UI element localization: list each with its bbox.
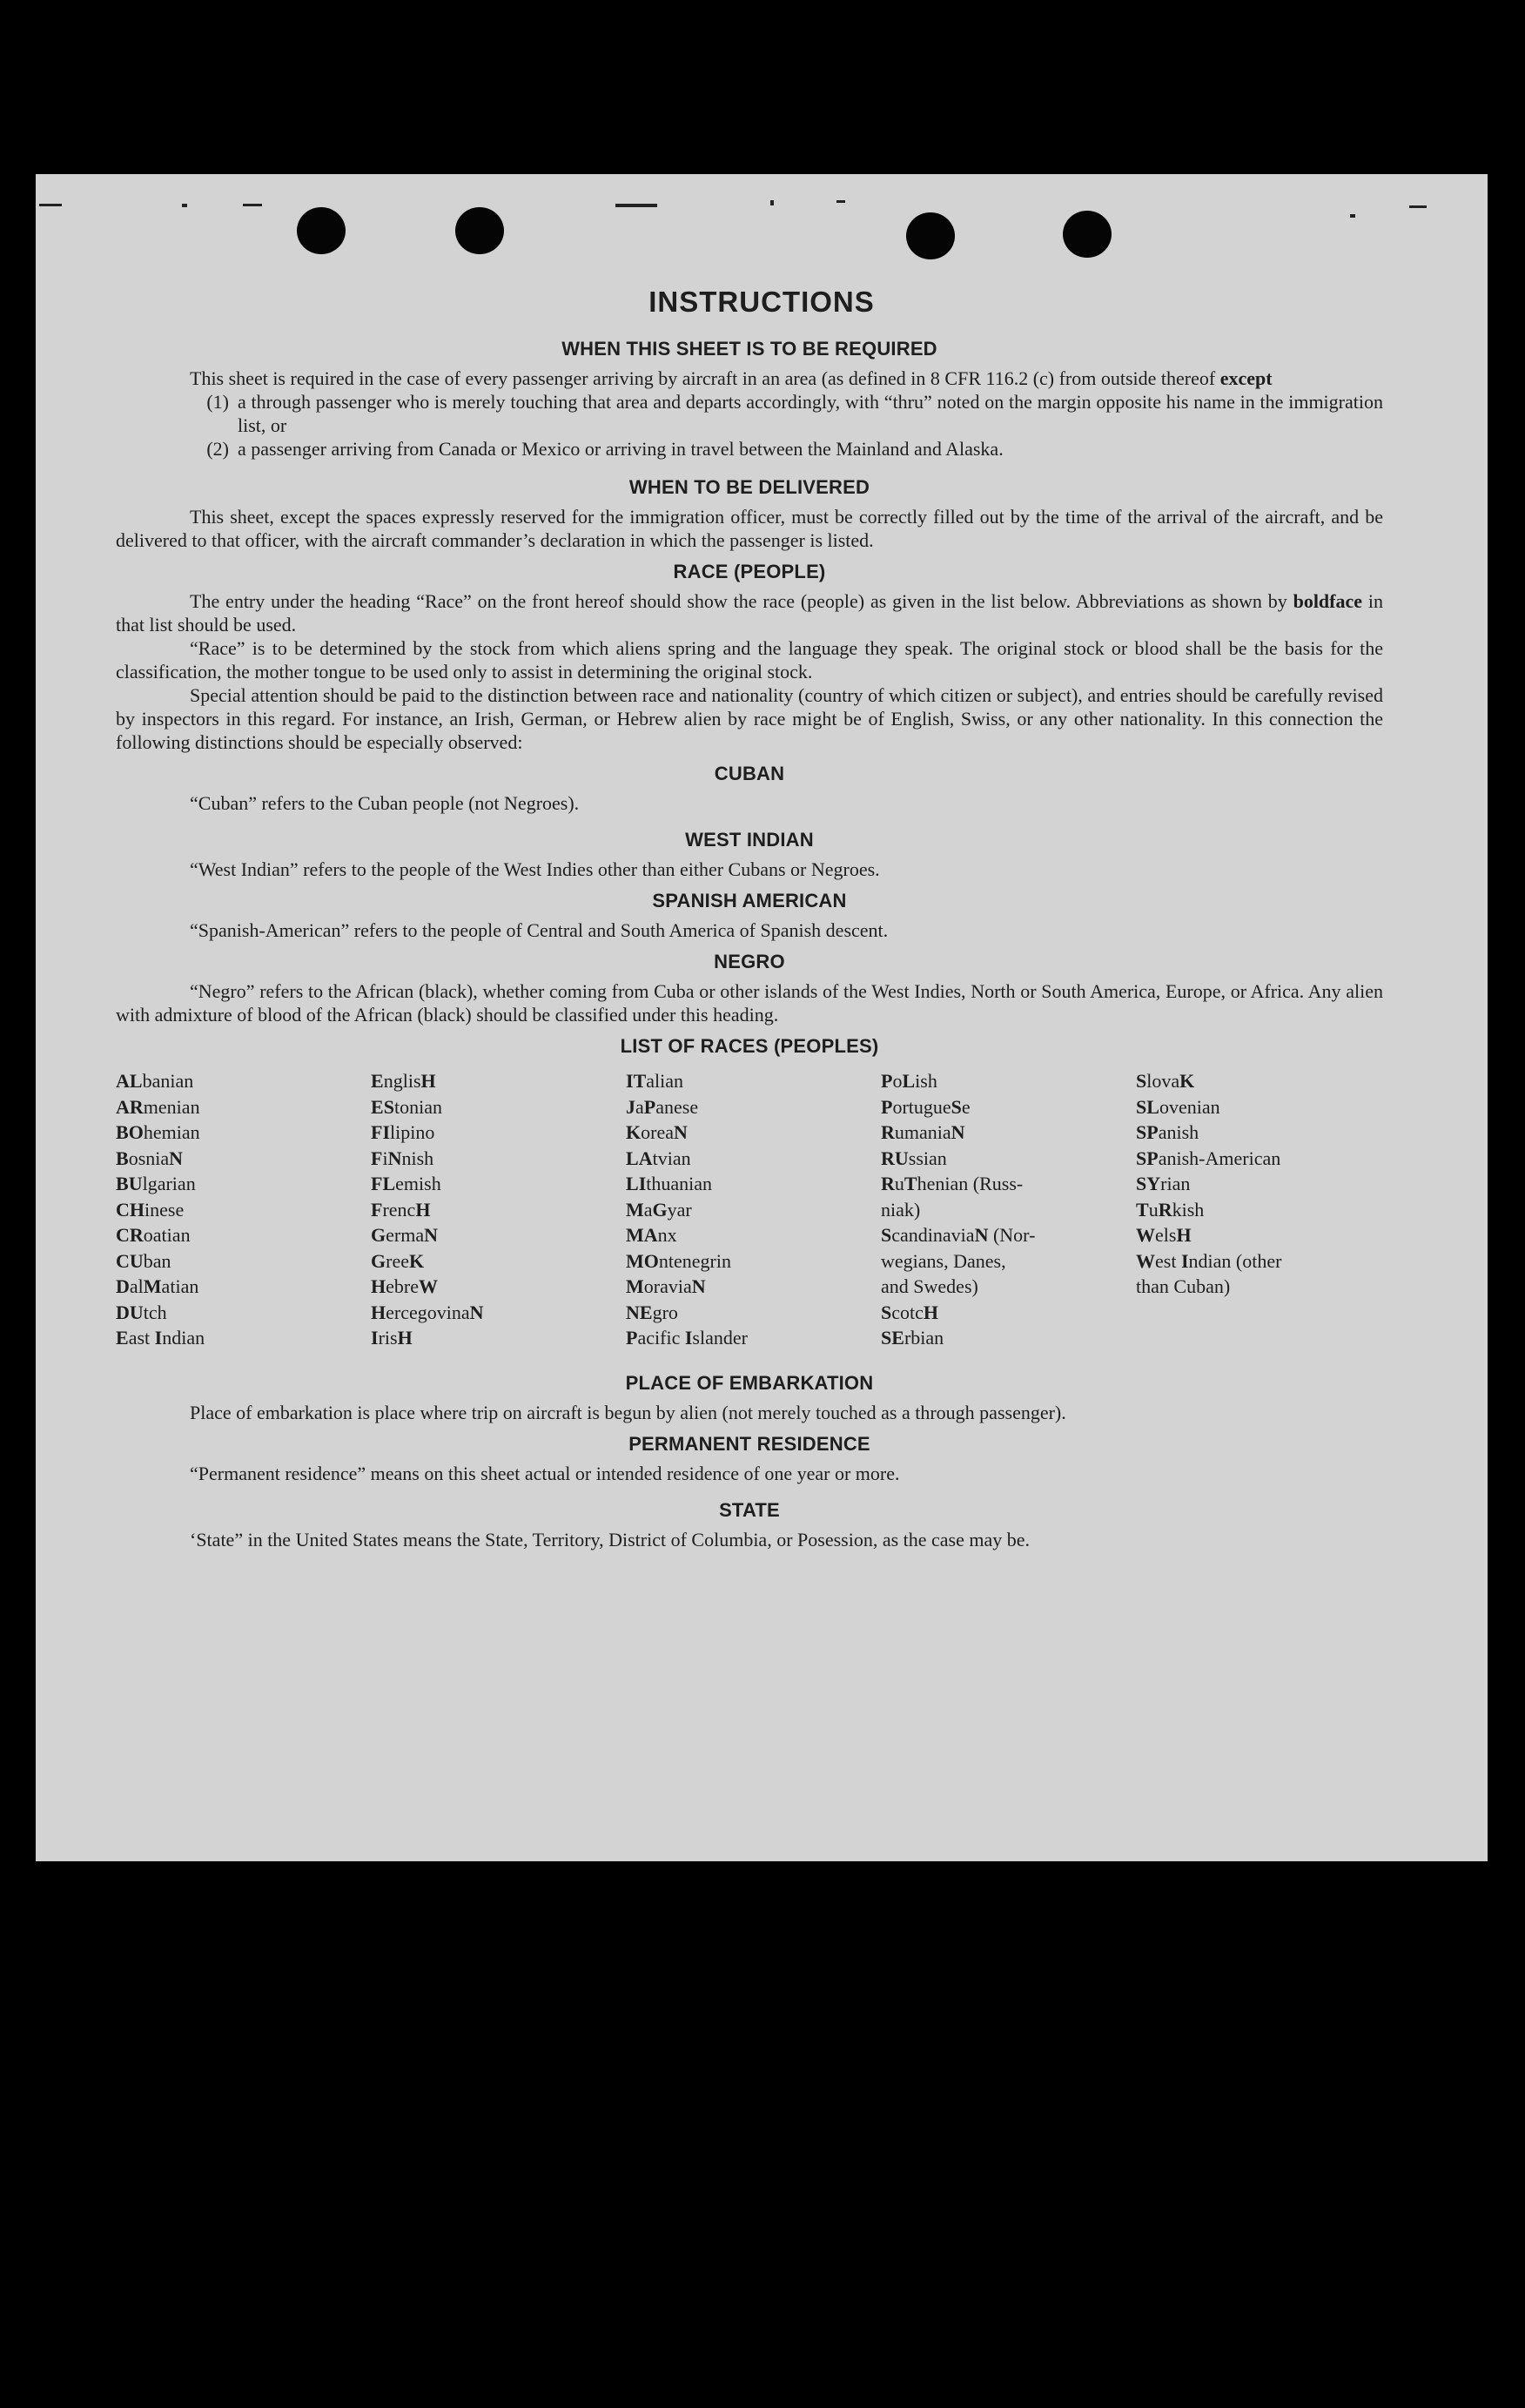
race-entry: MOntenegrin xyxy=(626,1249,731,1272)
negro-text: “Negro” refers to the African (black), whether coming from Cuba or other islands of the West Indies, North or South America, Europe, or Africa. Any alien with admixture of blood of the African (black) should be classified under this heading. xyxy=(116,980,1383,1026)
section-heading-cuban: CUBAN xyxy=(714,763,785,784)
section-heading-negro: NEGRO xyxy=(714,951,785,972)
race-entry: CUban xyxy=(116,1249,171,1272)
section-heading-west-indian: WEST INDIAN xyxy=(685,829,814,851)
race-entry: LAtvian xyxy=(626,1147,691,1169)
spanish-american-text: “Spanish-American” refers to the people of Central and South America of Spanish descent. xyxy=(190,919,889,941)
race-entry: SLovenian xyxy=(1136,1095,1220,1118)
section-heading-residence: PERMANENT RESIDENCE xyxy=(628,1432,870,1455)
race-entry: MAnx xyxy=(626,1224,677,1246)
scan-speck xyxy=(243,204,262,206)
race-entry: RumaniaN xyxy=(881,1121,965,1143)
state-text: ‘State” in the United States means the State, Territory, District of Columbia, or Posession, as the case may be. xyxy=(190,1528,1031,1550)
embarkation-text: Place of embarkation is place where trip on aircraft is begun by alien (not merely touched as a through passenger). xyxy=(190,1401,1066,1423)
race-entry: KoreaN xyxy=(626,1121,688,1143)
race-column xyxy=(626,1068,881,1351)
section-heading-required: WHEN THIS SHEET IS TO BE REQUIRED xyxy=(561,338,937,360)
cuban-text: “Cuban” refers to the Cuban people (not Negroes). xyxy=(190,792,580,814)
punch-hole xyxy=(455,207,504,254)
race-entry: SErbian xyxy=(881,1327,944,1349)
race-entry: DalMatian xyxy=(116,1275,199,1297)
race-entry: EStonian xyxy=(371,1095,442,1118)
race-entry: BosniaN xyxy=(116,1147,184,1169)
race-entry: than Cuban) xyxy=(1136,1275,1231,1297)
race-entry: West Indian (other xyxy=(1136,1249,1282,1272)
race-entry: PoLish xyxy=(881,1070,937,1092)
race-entry: BOhemian xyxy=(116,1121,200,1143)
scan-speck xyxy=(615,204,657,207)
section-heading-list-of-races: LIST OF RACES (PEOPLES) xyxy=(620,1035,879,1057)
race-entry: RuThenian (Russ- xyxy=(881,1173,1024,1194)
race-entry: ITalian xyxy=(626,1070,684,1092)
race-entry: GreeK xyxy=(371,1249,425,1272)
race-entry: RUssian xyxy=(881,1147,947,1169)
race-entry: PortugueSe xyxy=(881,1095,971,1118)
race-entry: BUlgarian xyxy=(116,1173,196,1194)
west-indian-text: “West Indian” refers to the people of the West Indies other than either Cubans or Negroes. xyxy=(190,858,880,880)
punch-hole xyxy=(1063,211,1112,258)
race-entry: HercegovinaN xyxy=(371,1301,484,1323)
race-entry: and Swedes) xyxy=(881,1275,978,1297)
race-entry: GermaN xyxy=(371,1224,438,1246)
page-title: INSTRUCTIONS xyxy=(648,286,875,318)
race-entry: niak) xyxy=(881,1198,921,1221)
race-entry: SPanish-American xyxy=(1136,1147,1281,1169)
delivered-text: This sheet, except the spaces expressly reserved for the immigration officer, must be correctly filled out by the time of the arrival of the aircraft, and be delivered to that officer, with the aircraft commander’s declaration in which the passenger is listed. xyxy=(116,506,1383,551)
race-column xyxy=(116,1068,371,1351)
race-entry: IrisH xyxy=(371,1327,413,1349)
race-entry: EnglisH xyxy=(371,1070,436,1092)
race-entry: FLemish xyxy=(371,1173,441,1194)
race-entry: MoraviaN xyxy=(626,1275,706,1297)
instruction-sheet xyxy=(36,174,1488,1861)
section-heading-state: STATE xyxy=(719,1498,780,1521)
section-heading-spanish-american: SPANISH AMERICAN xyxy=(652,890,847,911)
instructions-body xyxy=(116,329,1383,1551)
race-paragraph-1: The entry under the heading “Race” on the front hereof should show the race (people) as given in the list below. Abbreviations as shown by boldface in that list should be used. xyxy=(116,590,1384,636)
race-entry: ScandinaviaN (Nor- xyxy=(881,1224,1036,1246)
race-entry: East Indian xyxy=(116,1327,205,1349)
race-entry: wegians, Danes, xyxy=(881,1249,1006,1272)
punch-hole xyxy=(297,207,346,254)
scan-speck xyxy=(770,200,774,205)
race-entry: MaGyar xyxy=(626,1198,692,1221)
race-entry: DUtch xyxy=(116,1301,167,1323)
required-item-1: (1) a through passenger who is merely touching that area and departs accordingly, with “thru” noted on the margin opposite his name in the immigration list, or xyxy=(206,391,1383,436)
section-heading-embarkation: PLACE OF EMBARKATION xyxy=(625,1371,874,1394)
race-column xyxy=(1136,1068,1383,1351)
race-list xyxy=(116,1068,1383,1351)
race-entry: WelsH xyxy=(1136,1224,1192,1246)
race-entry: ScotcH xyxy=(881,1301,939,1323)
race-entry: NEgro xyxy=(626,1301,678,1323)
race-entry: SYrian xyxy=(1136,1173,1191,1194)
race-entry: SlovaK xyxy=(1136,1070,1195,1092)
race-entry: Pacific Islander xyxy=(626,1327,748,1349)
scan-speck xyxy=(836,200,845,203)
section-heading-delivered: WHEN TO BE DELIVERED xyxy=(628,476,870,498)
residence-text: “Permanent residence” means on this sheet actual or intended residence of one year or more. xyxy=(190,1462,900,1484)
race-entry: HebreW xyxy=(371,1275,438,1297)
race-entry: FrencH xyxy=(371,1198,431,1221)
scan-speck xyxy=(1350,214,1355,218)
race-entry: FIlipino xyxy=(371,1121,435,1143)
race-column xyxy=(371,1068,626,1351)
race-entry: TuRkish xyxy=(1136,1198,1205,1221)
section-heading-race: RACE (PEOPLE) xyxy=(673,561,826,582)
race-entry: SPanish xyxy=(1136,1121,1199,1143)
race-paragraph-3: Special attention should be paid to the distinction between race and nationality (country of which citizen or subject), and entries should be carefully revised by inspectors in this regard. For instance, an Irish, German, or Hebrew alien by race might be of English, Swiss, or any other nationality. In this connection the following distinctions should be especially observed: xyxy=(116,684,1383,753)
race-entry: ARmenian xyxy=(116,1095,200,1118)
race-entry: CRoatian xyxy=(116,1224,191,1246)
race-entry: FiNnish xyxy=(371,1147,434,1169)
race-entry: CHinese xyxy=(116,1198,185,1221)
scan-speck xyxy=(182,204,187,207)
race-entry: JaPanese xyxy=(626,1095,699,1118)
scan-speck xyxy=(39,204,62,206)
scan-speck xyxy=(1409,205,1427,208)
race-entry: ALbanian xyxy=(116,1070,194,1092)
race-column xyxy=(881,1068,1136,1351)
punch-hole xyxy=(906,212,955,259)
required-intro: This sheet is required in the case of every passenger arriving by aircraft in an area (as defined in 8 CFR 116.2 (c) from outside thereof except xyxy=(190,367,1273,389)
race-paragraph-2: “Race” is to be determined by the stock from which aliens spring and the language they speak. The original stock or blood shall be the basis for the classification, the mother tongue to be used only to assist in determining the original stock. xyxy=(116,637,1383,683)
required-item-2: (2) a passenger arriving from Canada or Mexico or arriving in travel between the Mainland and Alaska. xyxy=(206,438,1004,460)
race-entry: LIthuanian xyxy=(626,1173,713,1194)
